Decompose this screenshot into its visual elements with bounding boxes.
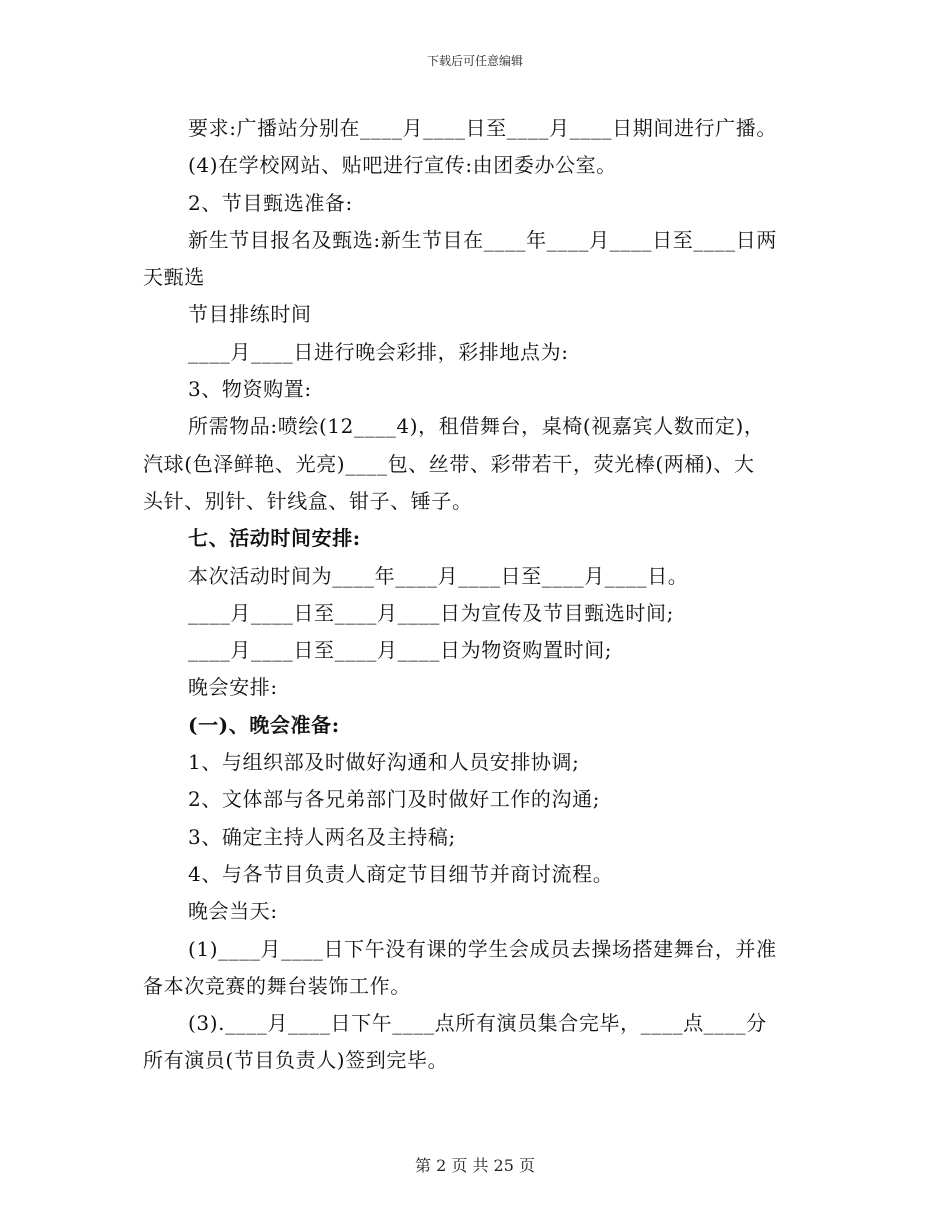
text-line: 节目排练时间 [188, 302, 312, 327]
document-body [143, 110, 823, 1080]
text-line: 新生节目报名及甄选:新生节目在____年____月____日至____日两 [188, 227, 777, 252]
text-line: 晚会当天: [188, 899, 278, 924]
text-line: (4)在学校网站、贴吧进行宣传:由团委办公室。 [188, 153, 617, 178]
text-line: 3、物资购置: [188, 377, 312, 402]
text-line: 2、节目甄选准备: [188, 190, 353, 215]
text-line: 3、确定主持人两名及主持稿; [188, 824, 456, 849]
section-heading: 七、活动时间安排: [188, 526, 361, 551]
text-line: 2、文体部与各兄弟部门及时做好工作的沟通; [188, 787, 601, 812]
text-line: (1)____月____日下午没有课的学生会成员去操场搭建舞台，并准 [188, 936, 777, 961]
text-line: 1、与组织部及时做好沟通和人员安排协调; [188, 750, 580, 775]
text-line: (3).____月____日下午____点所有演员集合完毕，____点____分 [188, 1011, 767, 1036]
text-line: 备本次竞赛的舞台装饰工作。 [143, 973, 411, 998]
text-line: 头针、别针、针线盒、钳子、锤子。 [143, 488, 473, 513]
text-line: ____月____日进行晚会彩排，彩排地点为: [188, 339, 569, 364]
text-line: ____月____日至____月____日为宣传及节目甄选时间; [188, 600, 674, 625]
text-line: 晚会安排: [188, 675, 278, 700]
page-header: 下载后可任意编辑 [426, 54, 523, 68]
page-footer: 第 2 页 共 25 页 [415, 1156, 535, 1175]
section-heading: (一)、晚会准备: [188, 712, 340, 737]
text-line: 汽球(色泽鲜艳、光亮)____包、丝带、彩带若干，荧光棒(两桶)、大 [143, 451, 755, 476]
text-line: 本次活动时间为____年____月____日至____月____日。 [188, 563, 689, 588]
text-line: 4、与各节目负责人商定节目细节并商讨流程。 [188, 861, 614, 886]
text-line: ____月____日至____月____日为物资购置时间; [188, 638, 613, 663]
text-line: 要求:广播站分别在____月____日至____月____日期间进行广播。 [188, 116, 777, 140]
text-line: 所需物品:喷绘(12____4)，租借舞台，桌椅(视嘉宾人数而定)， [188, 414, 765, 439]
text-line: 天甄选 [143, 265, 205, 290]
text-line: 所有演员(节目负责人)签到完毕。 [143, 1048, 449, 1073]
